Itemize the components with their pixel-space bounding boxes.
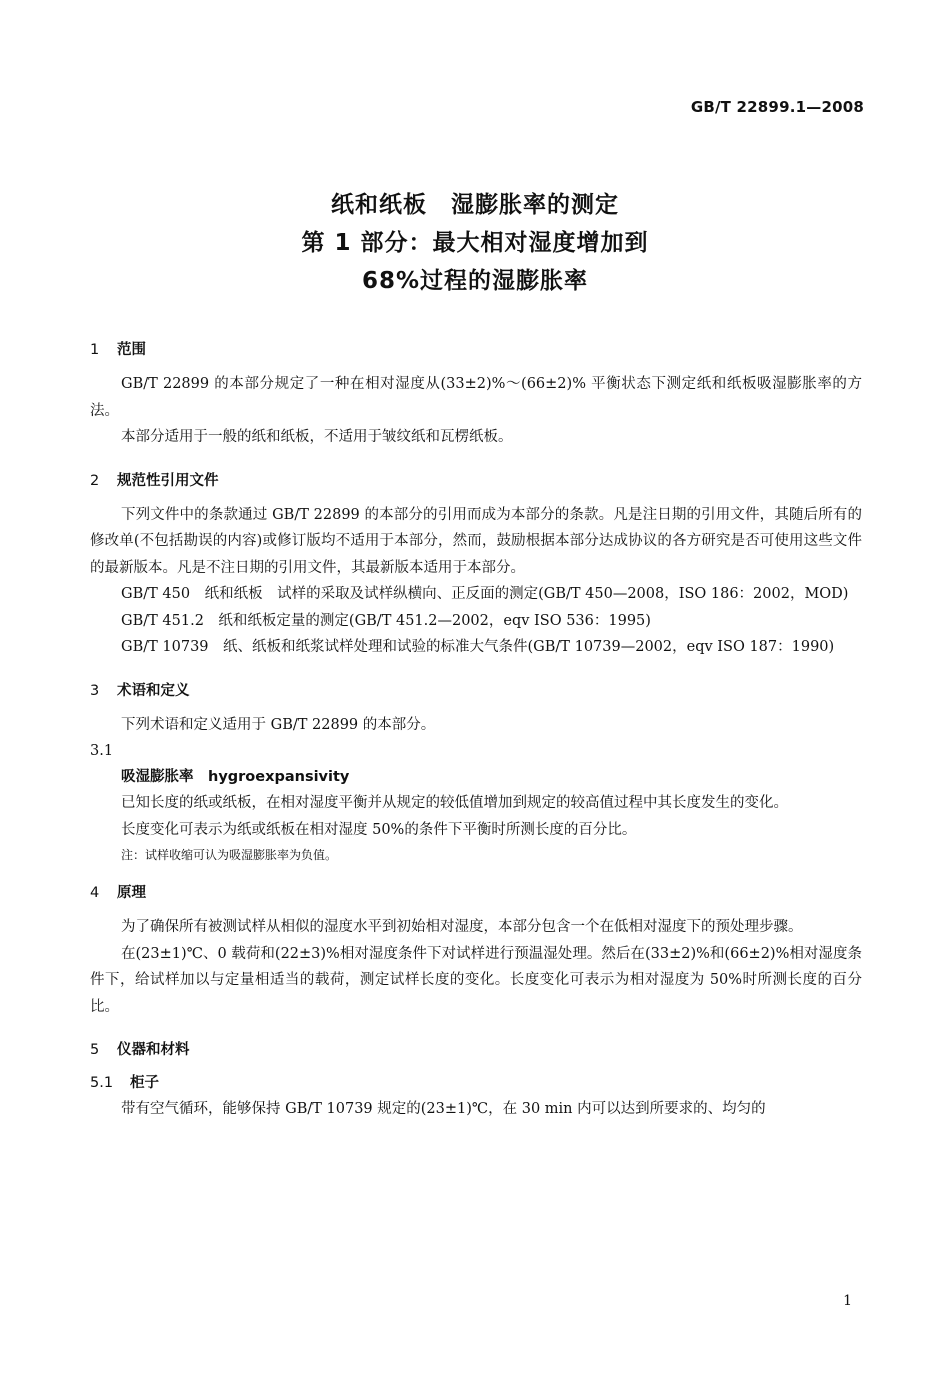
subsection-3-1-number: 3.1 [90,743,114,759]
section-3-heading: 3 术语和定义 [90,682,190,699]
document-body [90,338,862,1123]
section-1-paragraph-2: 本部分适用于一般的纸和纸板，不适用于皱纹纸和瓦楞纸板。 [121,429,513,445]
section-4-paragraph-1: 为了确保所有被测试样从相似的湿度水平到初始相对湿度，本部分包含一个在低相对湿度下的预处理步骤。 [121,919,803,935]
section-1-paragraph-1: GB/T 22899 的本部分规定了一种在相对湿度从(33±2)%～(66±2)% 平衡状态下测定纸和纸板吸湿膨胀率的方法。 [90,376,862,419]
section-2-paragraph-1: 下列文件中的条款通过 GB/T 22899 的本部分的引用而成为本部分的条款。凡是注日期的引用文件，其随后所有的修改单(不包括勘误的内容)或修订版均不适用于本部分，然而，鼓励根据本部分达成协议的各方研究是否可使用这些文件的最新版本。凡是不注日期的引用文件，其最新版本适用于本部分。 [90,506,862,576]
document-title [0,186,950,300]
title-line-2: 第 1 部分：最大相对湿度增加到 [301,230,649,256]
title-line-1: 纸和纸板 湿膨胀率的测定 [331,192,619,218]
term-definition: 已知长度的纸或纸板，在相对湿度平衡并从规定的较低值增加到规定的较高值过程中其长度发生的变化。 [121,795,788,811]
section-1-heading: 1 范围 [90,342,146,358]
section-3-paragraph-1: 下列术语和定义适用于 GB/T 22899 的本部分。 [121,716,436,733]
section-4-heading: 4 原理 [90,885,146,901]
section-5-1-paragraph: 带有空气循环，能够保持 GB/T 10739 规定的(23±1)℃，在 30 min 内可以达到所要求的、均匀的 [121,1101,766,1117]
section-4-paragraph-2: 在(23±1)℃、0 载荷和(22±3)%相对湿度条件下对试样进行预温湿处理。然后在(33±2)%和(66±2)%相对湿度条件下，给试样加以与定量相适当的载荷，测定试样长度的变化。长度变化可表示为相对湿度为 50%时所测长度的百分比。 [90,945,862,1015]
term-paragraph-2: 长度变化可表示为纸或纸板在相对湿度 50%的条件下平衡时所测长度的百分比。 [121,821,637,838]
section-5-heading: 5 仪器和材料 [90,1042,190,1058]
page-number: 1 [843,1293,852,1309]
standard-code: GB/T 22899.1—2008 [690,98,864,116]
section-2-heading: 2 规范性引用文件 [90,472,219,489]
reference-gbt-451-2: GB/T 451.2 纸和纸板定量的测定(GB/T 451.2—2002，eqv ISO 536：1995) [121,612,651,629]
reference-gbt-450: GB/T 450 纸和纸板 试样的采取及试样纵横向、正反面的测定(GB/T 450—2008，ISO 186：2002，MOD) [121,586,849,602]
subsection-5-1-heading: 5.1 柜子 [90,1075,159,1091]
reference-gbt-10739: GB/T 10739 纸、纸板和纸浆试样处理和试验的标准大气条件(GB/T 10739—2002，eqv ISO 187：1990) [121,639,835,655]
title-line-3: 68%过程的湿膨胀率 [361,268,589,294]
term-note: 注：试样收缩可认为吸湿膨胀率为负值。 [121,848,338,862]
term-hygroexpansivity: 吸湿膨胀率 hygroexpansivity [121,769,350,785]
